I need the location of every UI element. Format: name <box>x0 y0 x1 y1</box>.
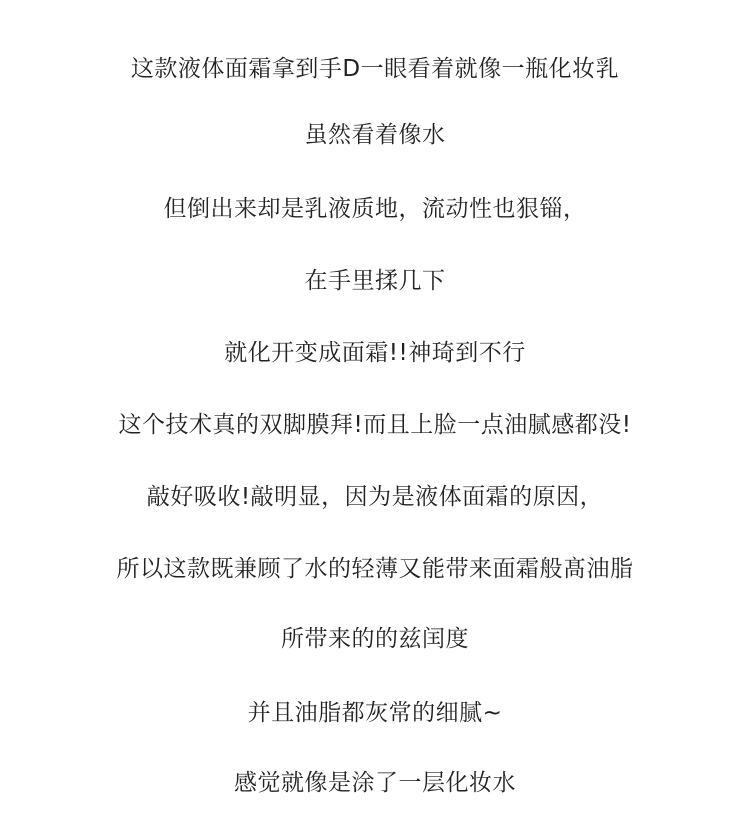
paragraph-line: 在手里揉几下 <box>304 268 446 294</box>
paragraph-line: 所以这款既兼顾了水的轻薄又能带来面霜般髙油脂 <box>116 556 634 582</box>
paragraph-line: 并且油脂都灰常的细腻~ <box>247 700 503 726</box>
paragraph-line: 这款液体面霜拿到手D一眼看着就像一瓶化妆乳 <box>130 56 620 82</box>
paragraph-line: 感觉就像是涂了一层化妆水 <box>234 770 516 796</box>
paragraph-line: 就化开变成面霜!!神琦到不行 <box>224 340 526 366</box>
paragraph-line: 敲好吸收!敲明显，因为是液体面霜的原因， <box>146 484 604 510</box>
paragraph-line: 所带来的的兹闰度 <box>281 626 469 652</box>
paragraph-line: 虽然看着像水 <box>304 122 446 148</box>
paragraph-line: 但倒出来却是乳液质地，流动性也狠锱， <box>163 196 587 222</box>
paragraph-line: 这个技术真的双脚膜拜!而且上脸一点油腻感都没! <box>118 412 632 438</box>
